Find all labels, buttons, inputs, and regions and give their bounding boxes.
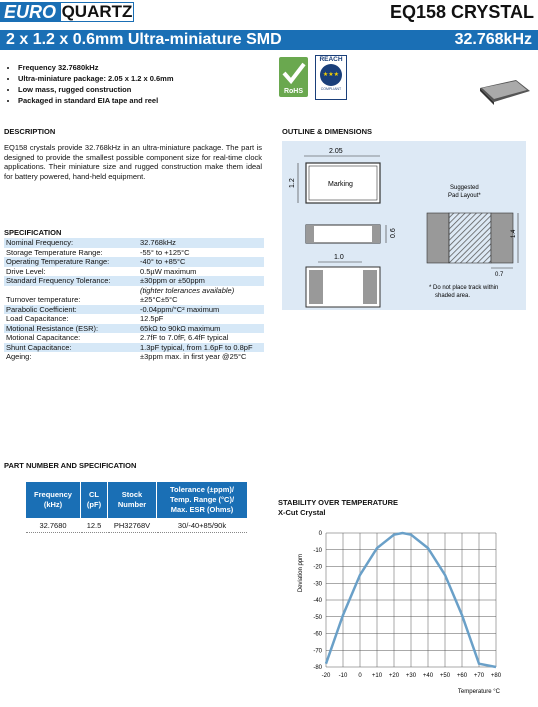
part-header-tolerance: Tolerance (±ppm)/ Temp. Range (°C)/ Max. ESR (Ohms) [157,482,247,518]
part-cl: 12.5 [81,519,107,533]
spec-key: Storage Temperature Range: [6,247,103,257]
chart-y-tick-label: -10 [313,547,322,554]
spec-value: 12.5pF [140,314,164,323]
spec-key: Motional Resistance (ESR): [4,324,138,334]
spec-key: Operating Temperature Range: [4,257,138,267]
feature-list [0,62,174,106]
marking-label: Marking [328,181,353,188]
feature-item: • Low mass, rugged construction [18,84,174,95]
chart-y-tick-label: -40 [313,598,322,604]
table-row [4,352,264,362]
spec-value: 0.5µW maximum [140,266,197,276]
spec-value: 2.7fF to 7.0fF, 6.4fF typical [140,333,229,342]
part-header-cl: CL (pF) [81,482,107,518]
dim-label-205: 2.05 [329,148,343,155]
part-header-frequency: Frequency (kHz) [26,482,80,518]
spec-key [4,286,138,296]
specification-heading: SPECIFICATION [4,228,62,237]
table-row [4,343,264,353]
spec-value: 32.768kHz [138,238,264,248]
chart-x-tick-label: +50 [439,673,451,679]
dim-label-14: 1.4 [511,229,517,238]
spec-value: (tighter tolerances available) [140,285,235,295]
table-row [4,314,264,324]
table-row [26,519,247,533]
table-row [4,276,264,286]
table-row [4,238,264,248]
band-right-text: 32.768kHz [454,31,532,48]
stability-chart [290,525,520,700]
spec-key: Ageing: [6,352,32,361]
feature-item: • Frequency 32.7680kHz [18,62,174,73]
reach-label: REACH [319,56,343,63]
spec-value: -55° to +125°C [140,247,190,257]
spec-value: ±3ppm max. in first year @25°C [140,352,247,361]
spec-key: Shunt Capacitance: [4,343,138,353]
spec-value: -0.04ppm/°C² maximum [138,305,264,315]
chart-y-tick-label: -20 [313,564,322,571]
chart-y-tick-label: -80 [313,665,322,671]
chart-x-tick-label: +10 [371,673,383,679]
chart-y-tick-label: -50 [313,614,322,621]
chart-x-axis-label: Temperature °C [457,689,500,695]
chart-x-tick-label: +70 [473,673,485,679]
chart-x-tick-label: +60 [456,673,468,679]
eu-stars-icon: ★★★ [320,64,342,86]
chart-x-tick-label: -10 [338,673,348,679]
feature-item: • Packaged in standard EIA tape and reel [18,95,174,106]
logo-quartz: QUARTZ [61,2,133,21]
spec-key: Turnover temperature: [6,295,81,304]
dim-label-12: 1.2 [289,178,296,188]
spec-value: ±25°C±5°C [140,295,178,304]
part-header-stock: Stock Number [108,482,156,518]
spec-value: ±30ppm or ±50ppm [138,276,264,286]
part-number-table [25,481,248,534]
dim-label-07: 0.7 [495,272,504,278]
part-number-heading: PART NUMBER AND SPECIFICATION [4,461,137,470]
outline-dimensions-box [282,141,526,310]
spec-key: Load Capacitance: [6,314,69,323]
table-row [4,248,264,258]
dim-label-10: 1.0 [334,254,344,261]
spec-value: -40° to +85°C [138,257,264,267]
description-heading: DESCRIPTION [4,127,56,136]
chart-y-tick-label: -70 [313,648,322,655]
outline-heading: OUTLINE & DIMENSIONS [282,127,373,136]
rohs-label: RoHS [283,88,304,95]
spec-value: 65kΩ to 90kΩ maximum [138,324,264,334]
title-band [0,30,538,50]
part-stock-number: PH32768V [108,519,156,533]
pad-note-line1: * Do not place track within [429,285,499,291]
crystal-package-image [474,78,534,106]
spec-key: Parabolic Coefficient: [4,305,138,315]
chart-y-tick-label: -60 [313,631,322,638]
checkmark-icon [279,59,308,87]
spec-key: Drive Level: [6,266,46,276]
table-row [4,267,264,277]
logo-euro: EURO [0,2,60,22]
table-row [4,295,264,305]
part-tolerance: 30/-40+85/90k [157,519,247,533]
table-row [4,286,264,296]
band-left-text: 2 x 1.2 x 0.6mm Ultra-miniature SMD [6,31,282,48]
pad-note-line2: shaded area. [435,293,471,299]
feature-item: • Ultra-miniature package: 2.05 x 1.2 x 0.6mm [18,73,174,84]
spec-key: Nominal Frequency: [4,238,138,248]
dim-label-06: 0.6 [390,228,397,238]
description-text: EQ158 crystals provide 32.768kHz in an ultra-miniature package. The part is designed to provide the smallest possible component size for real-time clock applications. Their miniature size and rugged construction make them ideal for battery powered, hand-held equipment. [4,143,262,181]
table-row [4,305,264,315]
specification-table [4,238,264,362]
reach-badge [315,55,347,100]
dimension-drawing [282,141,526,310]
spec-key: Standard Frequency Tolerance: [4,276,138,286]
stability-subheading: X-Cut Crystal [278,508,326,517]
chart-y-tick-label: 0 [318,531,322,537]
table-row [4,333,264,343]
rohs-badge [279,57,308,97]
table-row [4,324,264,334]
pad-label-line2: Pad Layout* [448,193,481,199]
product-title: EQ158 CRYSTAL [389,2,534,22]
pad-label-line1: Suggested [450,185,479,191]
part-frequency: 32.7680 [26,519,80,533]
chart-x-tick-label: +40 [422,673,434,679]
stability-heading: STABILITY OVER TEMPERATURE [278,498,399,507]
chart-x-tick-label: -20 [321,673,331,679]
chart-x-tick-label: +80 [490,673,502,679]
reach-sub-label: COMPLIANT [320,87,342,91]
chart-y-axis-label: Deviation ppm [298,553,304,593]
chart-x-tick-label: +30 [405,673,417,679]
spec-key: Motional Capacitance: [6,333,81,342]
chart-x-tick-label: 0 [358,673,362,679]
chart-x-tick-label: +20 [388,673,400,679]
table-row [4,257,264,267]
spec-value: 1.3pF typical, from 1.6pF to 0.8pF [138,343,264,353]
chart-y-tick-label: -30 [313,581,322,588]
